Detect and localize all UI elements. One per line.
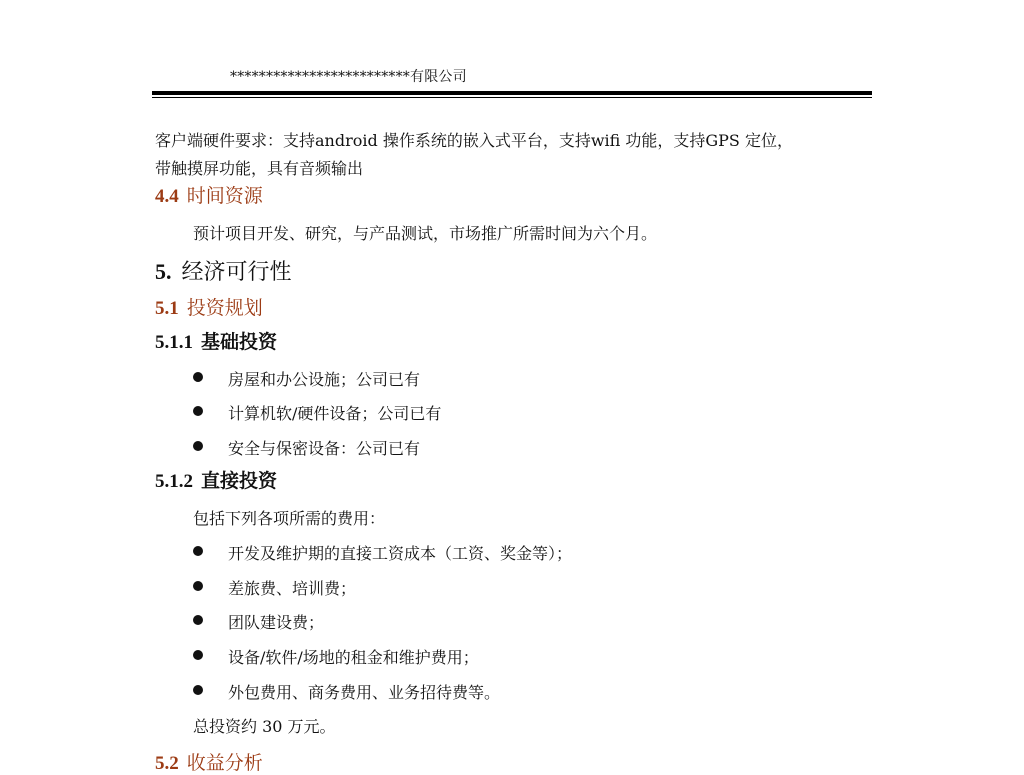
- section-5-1-1-heading: [155, 327, 277, 354]
- list-item: 房屋和办公设施；公司已有: [228, 370, 421, 389]
- section-number: 5.2: [155, 753, 179, 774]
- bullet-icon: [193, 615, 203, 625]
- section-title: 直接投资: [201, 471, 278, 492]
- section-5-2-heading: [155, 748, 263, 775]
- section-4-4-heading: [155, 181, 263, 208]
- section-number: 5.1.2: [155, 471, 193, 492]
- time-resource-text: 预计项目开发、研究，与产品测试，市场推广所需时间为六个月。: [193, 224, 658, 243]
- list-item: 差旅费、培训费；: [228, 579, 357, 598]
- header-rule-thin: [152, 97, 872, 98]
- page-header-company: *************************有限公司: [230, 69, 467, 85]
- section-5-1-2-heading: [155, 466, 277, 493]
- section-title: 时间资源: [186, 186, 263, 207]
- list-item: 设备/软件/场地的租金和维护费用；: [228, 648, 479, 667]
- section-number: 5.1.1: [155, 332, 193, 353]
- section-title: 收益分析: [186, 753, 263, 774]
- list-item: 外包费用、商务费用、业务招待费等。: [228, 683, 501, 702]
- bullet-icon: [193, 441, 203, 451]
- section-5-1-heading: [155, 293, 263, 320]
- bullet-icon: [193, 650, 203, 660]
- bullet-icon: [193, 581, 203, 591]
- section-number: 4.4: [155, 186, 179, 207]
- header-rule-thick: [152, 91, 872, 95]
- list-item: 计算机软/硬件设备；公司已有: [228, 404, 442, 423]
- section-number: 5.1: [155, 298, 179, 319]
- list-item: 团队建设费；: [228, 613, 325, 632]
- section-title: 投资规划: [186, 298, 263, 319]
- bullet-icon: [193, 546, 203, 556]
- list-item: 开发及维护期的直接工资成本（工资、奖金等）；: [228, 544, 573, 563]
- bullet-icon: [193, 406, 203, 416]
- client-requirement-line-1: 客户端硬件要求：支持android 操作系统的嵌入式平台，支持wifi 功能，支持GPS 定位，: [155, 131, 793, 150]
- direct-investment-intro: 包括下列各项所需的费用：: [193, 509, 386, 528]
- client-requirement-line-2: 带触摸屏功能，具有音频输出: [155, 159, 364, 178]
- section-number: 5.: [155, 259, 172, 284]
- list-item: 安全与保密设备：公司已有: [228, 439, 421, 458]
- total-investment-text: 总投资约 30 万元。: [193, 717, 336, 736]
- section-5-heading: [155, 255, 292, 286]
- bullet-icon: [193, 372, 203, 382]
- bullet-icon: [193, 685, 203, 695]
- section-title: 经济可行性: [181, 259, 292, 284]
- section-title: 基础投资: [201, 332, 278, 353]
